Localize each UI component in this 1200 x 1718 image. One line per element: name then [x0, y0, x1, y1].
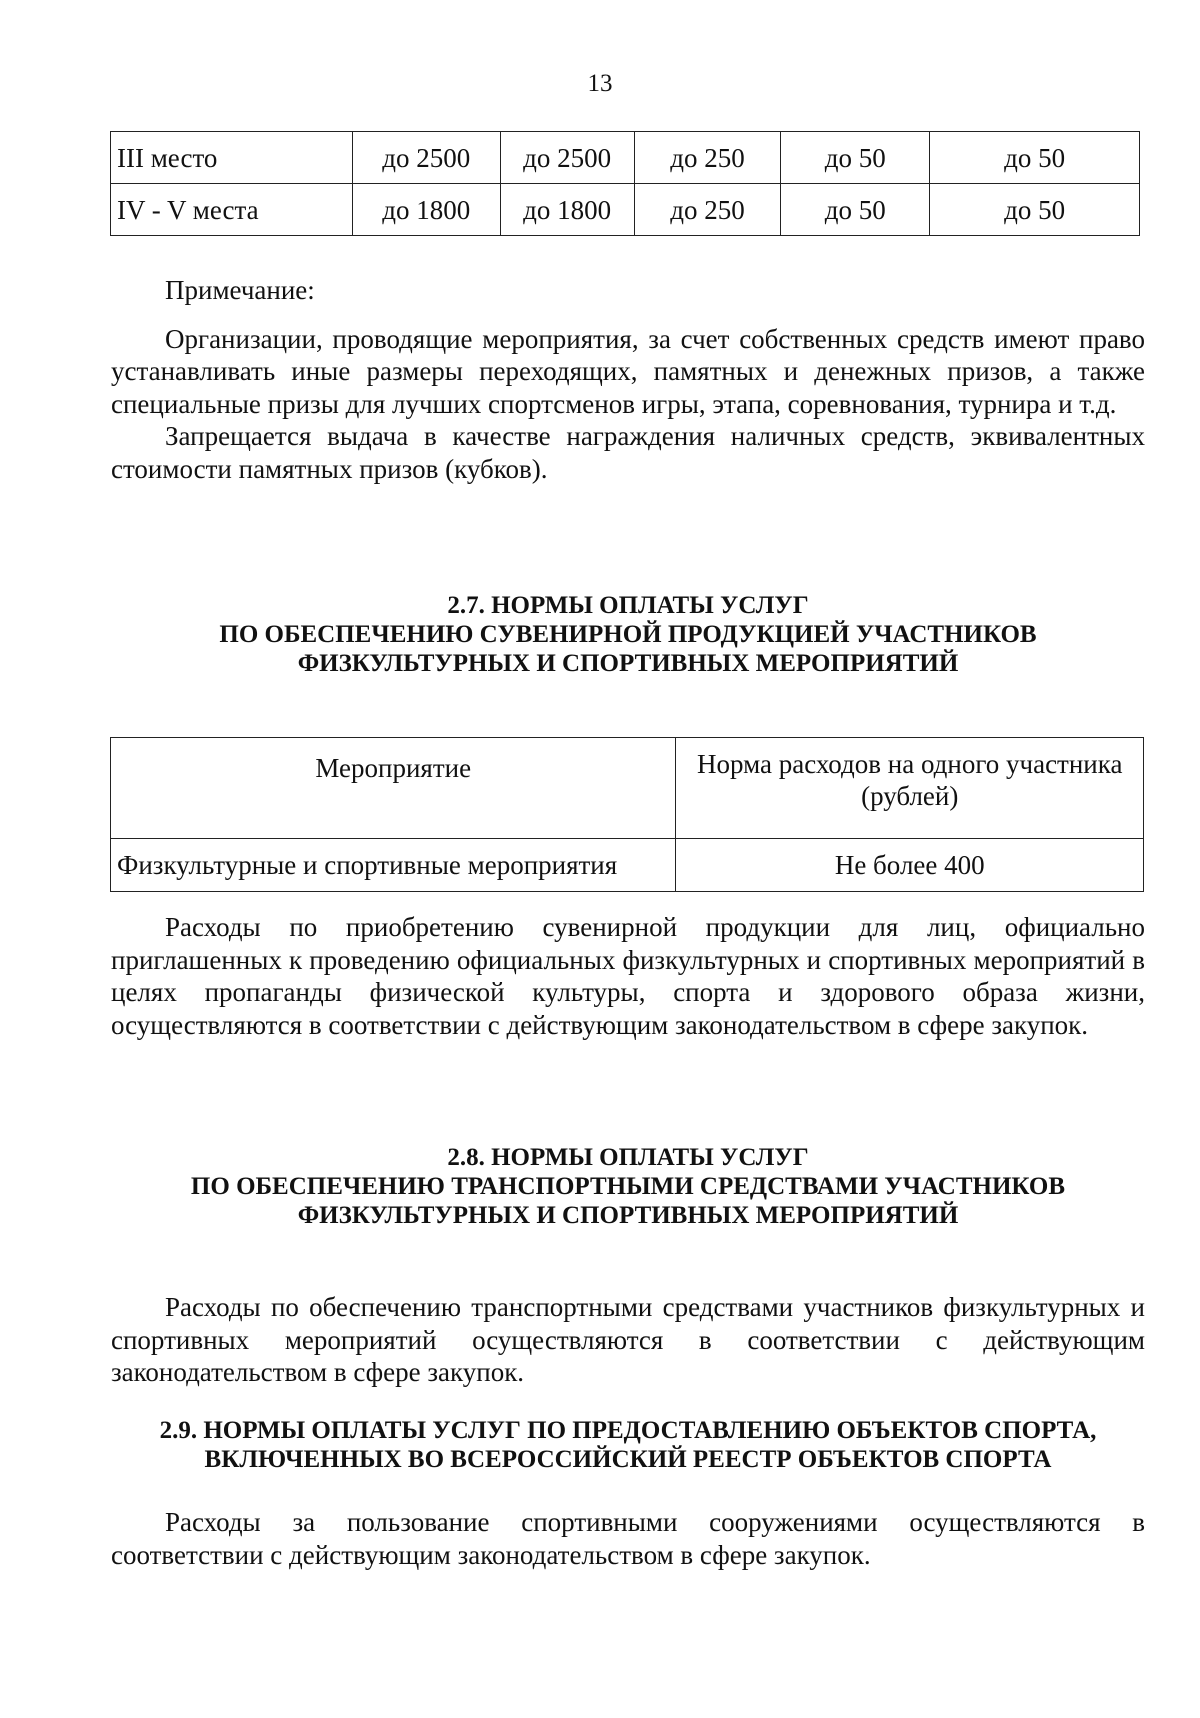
table-cell: до 50	[781, 132, 930, 184]
section-2-8-heading	[111, 1143, 1145, 1230]
section-2-8-paragraph	[111, 1291, 1145, 1389]
section-2-7-paragraph	[111, 911, 1145, 1041]
note-paragraph-1: Организации, проводящие мероприятия, за счет собственных средств имеют право устанавливать иные размеры переходящих, памятных и денежных призов, а также специальные призы для лучших спортсменов игры, этапа, соревнования, турнира и т.д.	[111, 323, 1145, 419]
heading-line: 2.9. НОРМЫ ОПЛАТЫ УСЛУГ ПО ПРЕДОСТАВЛЕНИЮ ОБЪЕКТОВ СПОРТА,	[159, 1417, 1097, 1444]
table-row	[111, 839, 1144, 892]
table-cell: до 1800	[352, 184, 500, 236]
prize-table	[110, 131, 1140, 236]
page-number: 13	[587, 70, 613, 97]
section-2-9-heading	[111, 1416, 1145, 1474]
table-cell: до 50	[930, 132, 1140, 184]
paragraph-text: Расходы по приобретению сувенирной продукции для лиц, официально приглашенных к проведению официальных физкультурных и спортивных мероприятий в целях пропаганды физической культуры, спорта и здорового образа жизни, осуществляются в соответствии с действующим законодательством в сфере закупок.	[111, 912, 1145, 1040]
heading-line: 2.7. НОРМЫ ОПЛАТЫ УСЛУГ	[447, 592, 809, 619]
table-header-row	[111, 738, 1144, 839]
table-cell: до 250	[634, 132, 781, 184]
paragraph-text: Расходы по обеспечению транспортными средствами участников физкультурных и спортивных мероприятий осуществляются в соответствии с действующим законодательством в сфере закупок.	[111, 1292, 1145, 1387]
cell-norm: Не более 400	[676, 839, 1144, 892]
section-2-7-heading	[111, 591, 1145, 678]
paragraph-text: Расходы за пользование спортивными сооружениями осуществляются в соответствии с действующим законодательством в сфере закупок.	[111, 1507, 1145, 1570]
table-cell: до 50	[781, 184, 930, 236]
section-2-9-paragraph	[111, 1506, 1145, 1571]
heading-line: ВКЛЮЧЕННЫХ ВО ВСЕРОССИЙСКИЙ РЕЕСТР ОБЪЕКТОВ СПОРТА	[204, 1446, 1052, 1473]
heading-line: 2.8. НОРМЫ ОПЛАТЫ УСЛУГ	[447, 1144, 809, 1171]
heading-line: ПО ОБЕСПЕЧЕНИЮ ТРАНСПОРТНЫМИ СРЕДСТВАМИ УЧАСТНИКОВ	[190, 1173, 1066, 1200]
note-block	[111, 274, 1145, 485]
heading-line: ФИЗКУЛЬТУРНЫХ И СПОРТИВНЫХ МЕРОПРИЯТИЙ	[297, 1202, 959, 1229]
table-cell: до 50	[930, 184, 1140, 236]
table-cell: до 2500	[352, 132, 500, 184]
header-norm: Норма расходов на одного участника (рублей)	[676, 738, 1144, 839]
table-cell-place: III место	[111, 132, 353, 184]
heading-line: ПО ОБЕСПЕЧЕНИЮ СУВЕНИРНОЙ ПРОДУКЦИЕЙ УЧАСТНИКОВ	[219, 621, 1037, 648]
header-event: Мероприятие	[111, 738, 676, 839]
souvenir-norm-table	[110, 737, 1144, 892]
table-row	[111, 132, 1140, 184]
table-cell: до 250	[634, 184, 781, 236]
table-cell: до 1800	[500, 184, 634, 236]
table-cell: до 2500	[500, 132, 634, 184]
table-row	[111, 184, 1140, 236]
note-title: Примечание:	[165, 275, 315, 305]
note-paragraph-2: Запрещается выдача в качестве награждения наличных средств, эквивалентных стоимости памятных призов (кубков).	[111, 421, 1145, 484]
heading-line: ФИЗКУЛЬТУРНЫХ И СПОРТИВНЫХ МЕРОПРИЯТИЙ	[297, 650, 959, 677]
table-cell-place: IV - V места	[111, 184, 353, 236]
cell-event: Физкультурные и спортивные мероприятия	[111, 839, 676, 892]
